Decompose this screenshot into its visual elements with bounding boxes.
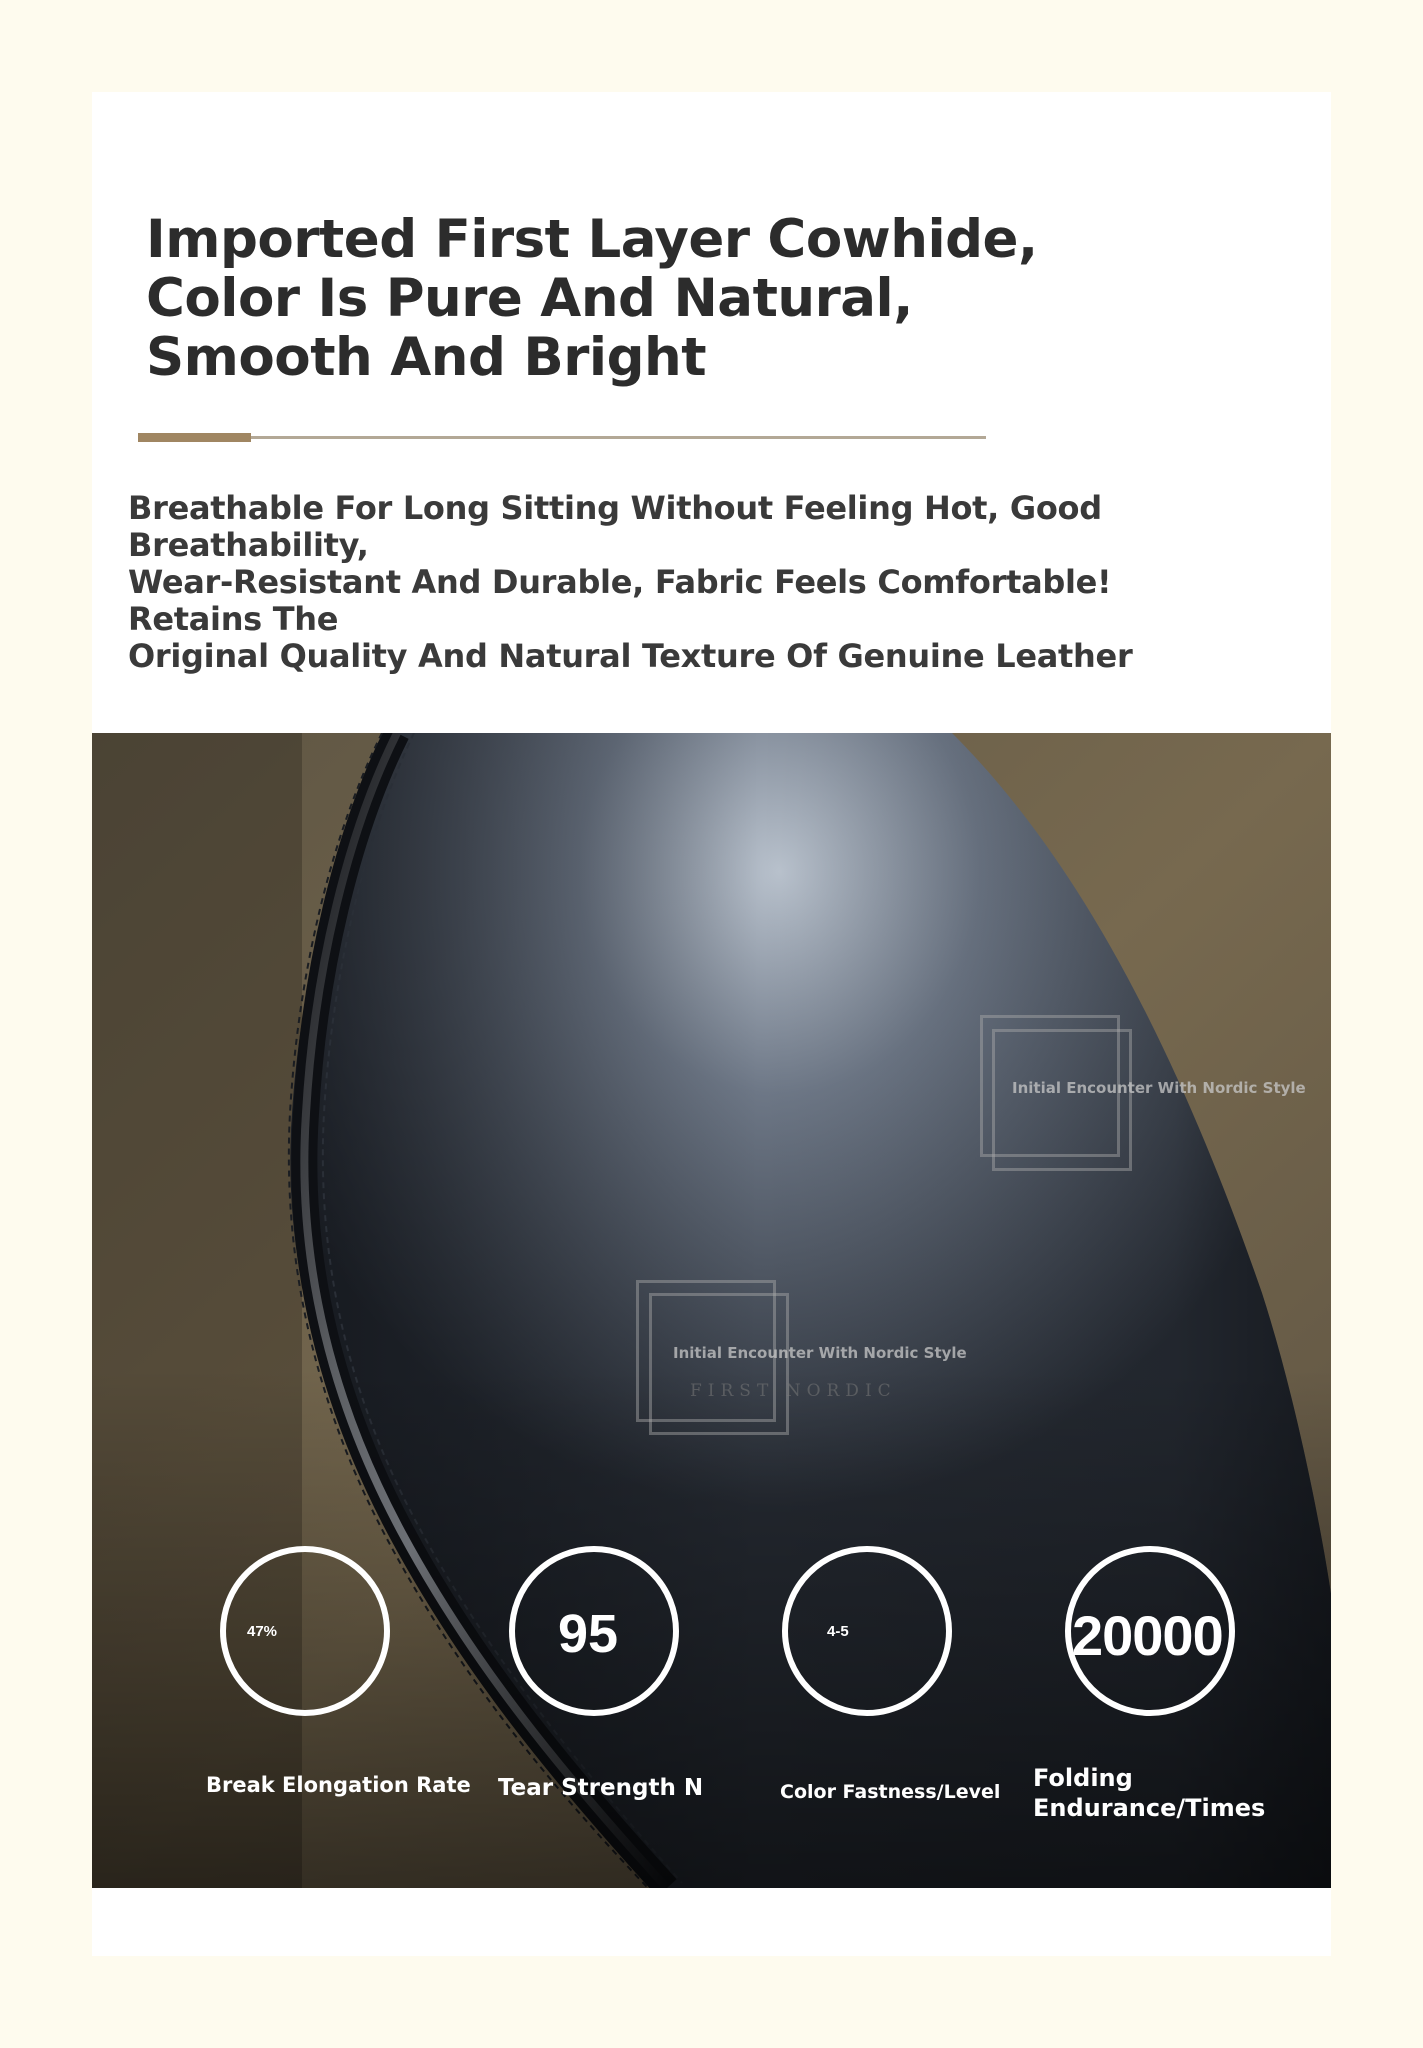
watermark-frame-front-2 (649, 1293, 789, 1435)
stat-ring-break-elongation (220, 1546, 390, 1716)
stat-label-folding-line-1: Folding (1033, 1764, 1133, 1792)
feature-description (128, 490, 1238, 675)
page-heading (146, 210, 1038, 387)
watermark-frame-front-1 (992, 1029, 1132, 1171)
description-line-2: Wear-Resistant And Durable, Fabric Feels Comfortable! Retains The (128, 563, 1112, 638)
stat-label-tear-strength: Tear Strength N (498, 1775, 704, 1801)
card-footer (92, 1888, 1331, 1956)
divider-line (138, 436, 986, 439)
stat-label-folding-line-2: Endurance/Times (1033, 1794, 1266, 1822)
divider-accent (138, 433, 251, 442)
description-line-1: Breathable For Long Sitting Without Feeling Hot, Good Breathability, (128, 489, 1102, 564)
watermark-text-2: Initial Encounter With Nordic Style (673, 1344, 967, 1362)
heading-line-2: Color Is Pure And Natural, (146, 268, 913, 329)
stat-ring-color-fastness (782, 1546, 952, 1716)
stat-label-break-elongation: Break Elongation Rate (206, 1773, 471, 1797)
watermark-text-1: Initial Encounter With Nordic Style (1012, 1079, 1306, 1097)
stat-value-folding-endurance: 20000 (1072, 1604, 1223, 1667)
heading-line-3: Smooth And Bright (146, 327, 707, 388)
stat-value-color-fastness: 4-5 (827, 1623, 849, 1640)
heading-line-1: Imported First Layer Cowhide, (146, 209, 1038, 270)
leather-chair-photo (92, 733, 1331, 1888)
stat-value-break-elongation: 47% (247, 1623, 278, 1640)
description-line-3: Original Quality And Natural Texture Of Genuine Leather (128, 637, 1133, 675)
stat-label-folding-endurance (1033, 1763, 1265, 1823)
stat-value-tear-strength: 95 (558, 1604, 619, 1664)
stat-label-color-fastness: Color Fastness/Level (780, 1781, 1001, 1803)
watermark-subtext-2: FIRST NORDIC (690, 1381, 897, 1401)
